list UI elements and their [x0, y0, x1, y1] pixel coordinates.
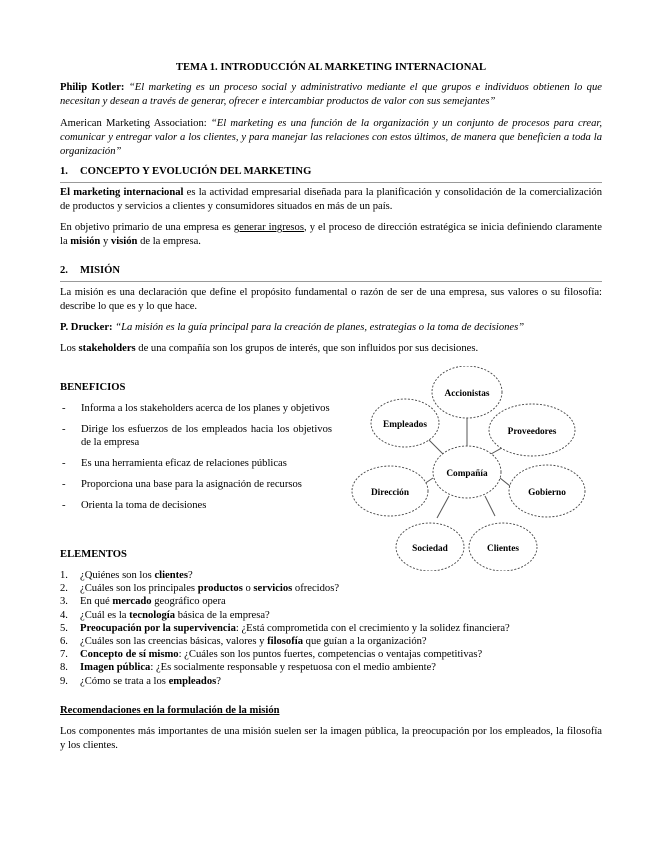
- ama-quote: “El marketing es una función de la organización y un conjunto de procesos para crear, comunicar y entregar valor a los clientes, y para manejar las relaciones con estos últimos, de manera que beneficien a toda la organización”: [60, 118, 602, 157]
- kotler-definition: [60, 81, 602, 109]
- elemento-item: [60, 582, 605, 595]
- elemento-key-term: mercado: [112, 596, 152, 608]
- elemento-item: [60, 675, 605, 688]
- elemento-key-term: productos: [197, 583, 243, 595]
- beneficio-item: - Informa a los stakeholders acerca de los planes y objetivos: [60, 402, 332, 415]
- elemento-text: : ¿Está comprometida con el crecimiento y la solidez financiera?: [235, 622, 510, 634]
- page-title: TEMA 1. INTRODUCCIÓN AL MARKETING INTERNACIONAL: [175, 62, 487, 73]
- section1-paragraph-1: [60, 186, 602, 214]
- elemento-text: ¿Cuáles son los principales: [80, 583, 198, 595]
- elemento-text: ¿Cuáles son las creencias básicas, valores y: [80, 636, 268, 648]
- elemento-number: 1.: [60, 570, 68, 581]
- vision-term: visión: [110, 236, 138, 247]
- elemento-key-term: Preocupación por la supervivencia: [80, 622, 236, 634]
- mision-term: misión: [70, 236, 101, 247]
- beneficios-list: [60, 402, 332, 520]
- node-sociedad-label: Sociedad: [412, 544, 448, 554]
- elemento-key-term: filosofía: [267, 636, 303, 648]
- elemento-number: 6.: [60, 636, 68, 648]
- beneficios-heading: BENEFICIOS: [60, 382, 126, 393]
- section1-heading: [60, 165, 602, 183]
- stakeholders-text-a: Los: [60, 343, 79, 354]
- elemento-key-term: tecnología: [129, 609, 176, 621]
- elemento-key-term: clientes: [154, 570, 188, 581]
- kotler-author: Philip Kotler:: [60, 82, 125, 93]
- elemento-text: En qué: [80, 596, 113, 608]
- section1-title: CONCEPTO Y EVOLUCIÓN DEL MARKETING: [80, 166, 312, 177]
- elemento-text: geográfico opera: [151, 596, 226, 608]
- ama-author: American Marketing Association:: [60, 118, 207, 129]
- ama-definition: [60, 117, 602, 159]
- elemento-key-term: Imagen pública: [80, 662, 151, 674]
- elemento-number: 5.: [60, 622, 68, 634]
- drucker-quote: “La misión es la guía principal para la creación de planes, estrategias o la toma de decisiones”: [112, 322, 525, 333]
- section1-p2-text-b: , y el proceso de dirección estratégica se inicia definiendo claramente la: [60, 222, 602, 247]
- marketing-internacional-term: El marketing internacional: [60, 187, 184, 198]
- elemento-text: ?: [216, 675, 221, 687]
- elemento-key-term: servicios: [253, 583, 293, 595]
- elemento-text: ?: [188, 570, 193, 581]
- elemento-text: : ¿Cuáles son los puntos fuertes, competencias o ventajas competitivas?: [178, 649, 483, 661]
- elemento-text: que guían a la organización?: [303, 636, 427, 648]
- section2-heading: [60, 264, 602, 282]
- elemento-item: [60, 609, 605, 622]
- elemento-item: [60, 569, 605, 582]
- elemento-text: ¿Quiénes son los: [80, 570, 155, 581]
- section2-paragraph-1: La misión es una declaración que define el propósito fundamental o razón de ser de una empresa, sus valores o su filosofía: describe lo que es y lo que hace.: [60, 287, 602, 312]
- elemento-text: básica de la empresa?: [175, 609, 270, 621]
- node-gobierno-label: Gobierno: [528, 488, 566, 498]
- beneficio-item: - Dirige los esfuerzos de los empleados hacia los objetivos de la empresa: [60, 423, 332, 449]
- connector-empleados: [427, 438, 443, 454]
- elemento-text: o: [242, 583, 254, 595]
- beneficio-item: - Es una herramienta eficaz de relaciones públicas: [60, 457, 332, 470]
- section2-number: 2.: [60, 265, 68, 276]
- stakeholders-term: stakeholders: [78, 343, 136, 354]
- elemento-item: [60, 661, 605, 674]
- elemento-text: : ¿Es socialmente responsable y respetuosa con el medio ambiente?: [150, 662, 436, 674]
- node-clientes-label: Clientes: [486, 544, 520, 554]
- elemento-item: [60, 635, 605, 648]
- stakeholders-text-b: de una compañía son los grupos de interés, que son influidos por sus decisiones.: [135, 343, 479, 354]
- generar-ingresos-term: generar ingresos: [233, 222, 304, 233]
- elemento-key-term: Concepto de sí mismo: [80, 649, 179, 661]
- node-proveedores-label: Proveedores: [507, 427, 557, 437]
- node-accionistas-label: Accionistas: [444, 389, 490, 399]
- section1-p1-text: es la actividad empresarial diseñada para la planificación y consolidación de la comercialización de productos y servicios a clientes y consumidores situados en más de un país.: [60, 187, 602, 212]
- section1-p2-text-a: En objetivo primario de una empresa es: [60, 222, 234, 233]
- elemento-item: [60, 648, 605, 661]
- recomendaciones-heading: Recomendaciones en la formulación de la misión: [60, 705, 280, 716]
- elemento-text: ofrecidos?: [292, 583, 340, 595]
- elemento-item: [60, 622, 605, 635]
- drucker-author: P. Drucker:: [60, 322, 113, 333]
- elemento-item: [60, 595, 605, 608]
- section2-title: MISIÓN: [80, 265, 121, 276]
- stakeholders-diagram: [345, 366, 605, 571]
- kotler-quote: “El marketing es un proceso social y administrativo mediante el que grupos e individuos obtienen lo que necesitan y desean a través de generar, ofrecer e intercambiar productos de valor con sus semejantes”: [60, 82, 602, 107]
- recomendaciones-paragraph: Los componentes más importantes de una misión suelen ser la imagen pública, la preocupación por los empleados, la filosofía y los clientes.: [60, 726, 602, 751]
- section1-p2-text-c: y: [100, 236, 111, 247]
- elemento-number: 9.: [60, 675, 68, 687]
- section1-number: 1.: [60, 166, 68, 177]
- connector-clientes: [485, 496, 495, 516]
- node-empleados-label: Empleados: [383, 420, 427, 430]
- beneficio-item: - Orienta la toma de decisiones: [60, 499, 332, 512]
- connector-sociedad: [437, 496, 449, 518]
- center-node-label: Compañía: [446, 469, 488, 479]
- section1-paragraph-2: [60, 221, 602, 249]
- elementos-heading: ELEMENTOS: [60, 549, 127, 560]
- elemento-number: 2.: [60, 583, 68, 595]
- node-direccion-label: Dirección: [370, 488, 410, 498]
- elemento-key-term: empleados: [168, 675, 217, 687]
- section1-p2-text-d: de la empresa.: [137, 236, 201, 247]
- drucker-quote-paragraph: [60, 321, 602, 335]
- elemento-number: 7.: [60, 649, 68, 661]
- elementos-list: [60, 569, 605, 688]
- elemento-number: 3.: [60, 596, 68, 608]
- elemento-text: ¿Cómo se trata a los: [80, 675, 169, 687]
- beneficio-item: - Proporciona una base para la asignación de recursos: [60, 478, 332, 491]
- elemento-text: ¿Cuál es la: [80, 609, 130, 621]
- elemento-number: 4.: [60, 609, 68, 621]
- elemento-number: 8.: [60, 662, 68, 674]
- stakeholders-paragraph: [60, 342, 602, 356]
